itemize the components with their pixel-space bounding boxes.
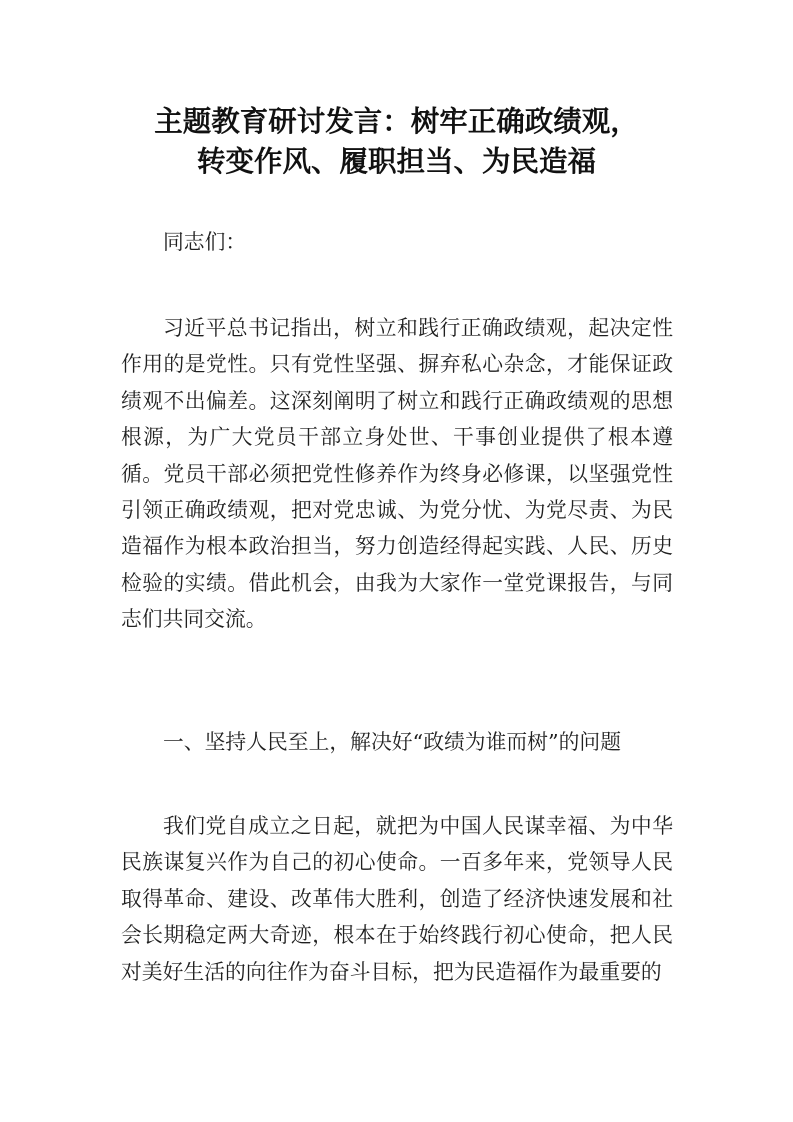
intro-paragraph: 习近平总书记指出，树立和践行正确政绩观，起决定性作用的是党性。只有党性坚强、摒弃私心杂念，才能保证政绩观不出偏差。这深刻阐明了树立和践行正确政绩观的思想根源，为广大党员干部立身处世、干事创业提供了根本遵循。党员干部必须把党性修养作为终身必修课，以坚强党性引领正确政绩观，把对党忠诚、为党分忧、为党尽责、为民造福作为根本政治担当，努力创造经得起实践、人民、历史检验的实绩。借此机会，由我为大家作一堂党课报告，与同志们共同交流。 <box>121 316 673 632</box>
section-1-paragraph: 我们党自成立之日起，就把为中国人民谋幸福、为中华民族谋复兴作为自己的初心使命。一百多年来，党领导人民取得革命、建设、改革伟大胜利，创造了经济快速发展和社会长期稳定两大奇迹，根本在于始终践行初心使命，把人民对美好生活的向往作为奋斗目标，把为民造福作为最重要的 <box>121 814 673 984</box>
greeting-paragraph: 同志们： <box>163 230 247 254</box>
document-title-line-2: 转变作风、履职担当、为民造福 <box>196 144 596 178</box>
section-1-heading: 一、坚持人民至上，解决好“政绩为谁而树”的问题 <box>163 730 621 754</box>
document-title-line-1: 主题教育研讨发言：树牢正确政绩观， <box>154 104 639 138</box>
